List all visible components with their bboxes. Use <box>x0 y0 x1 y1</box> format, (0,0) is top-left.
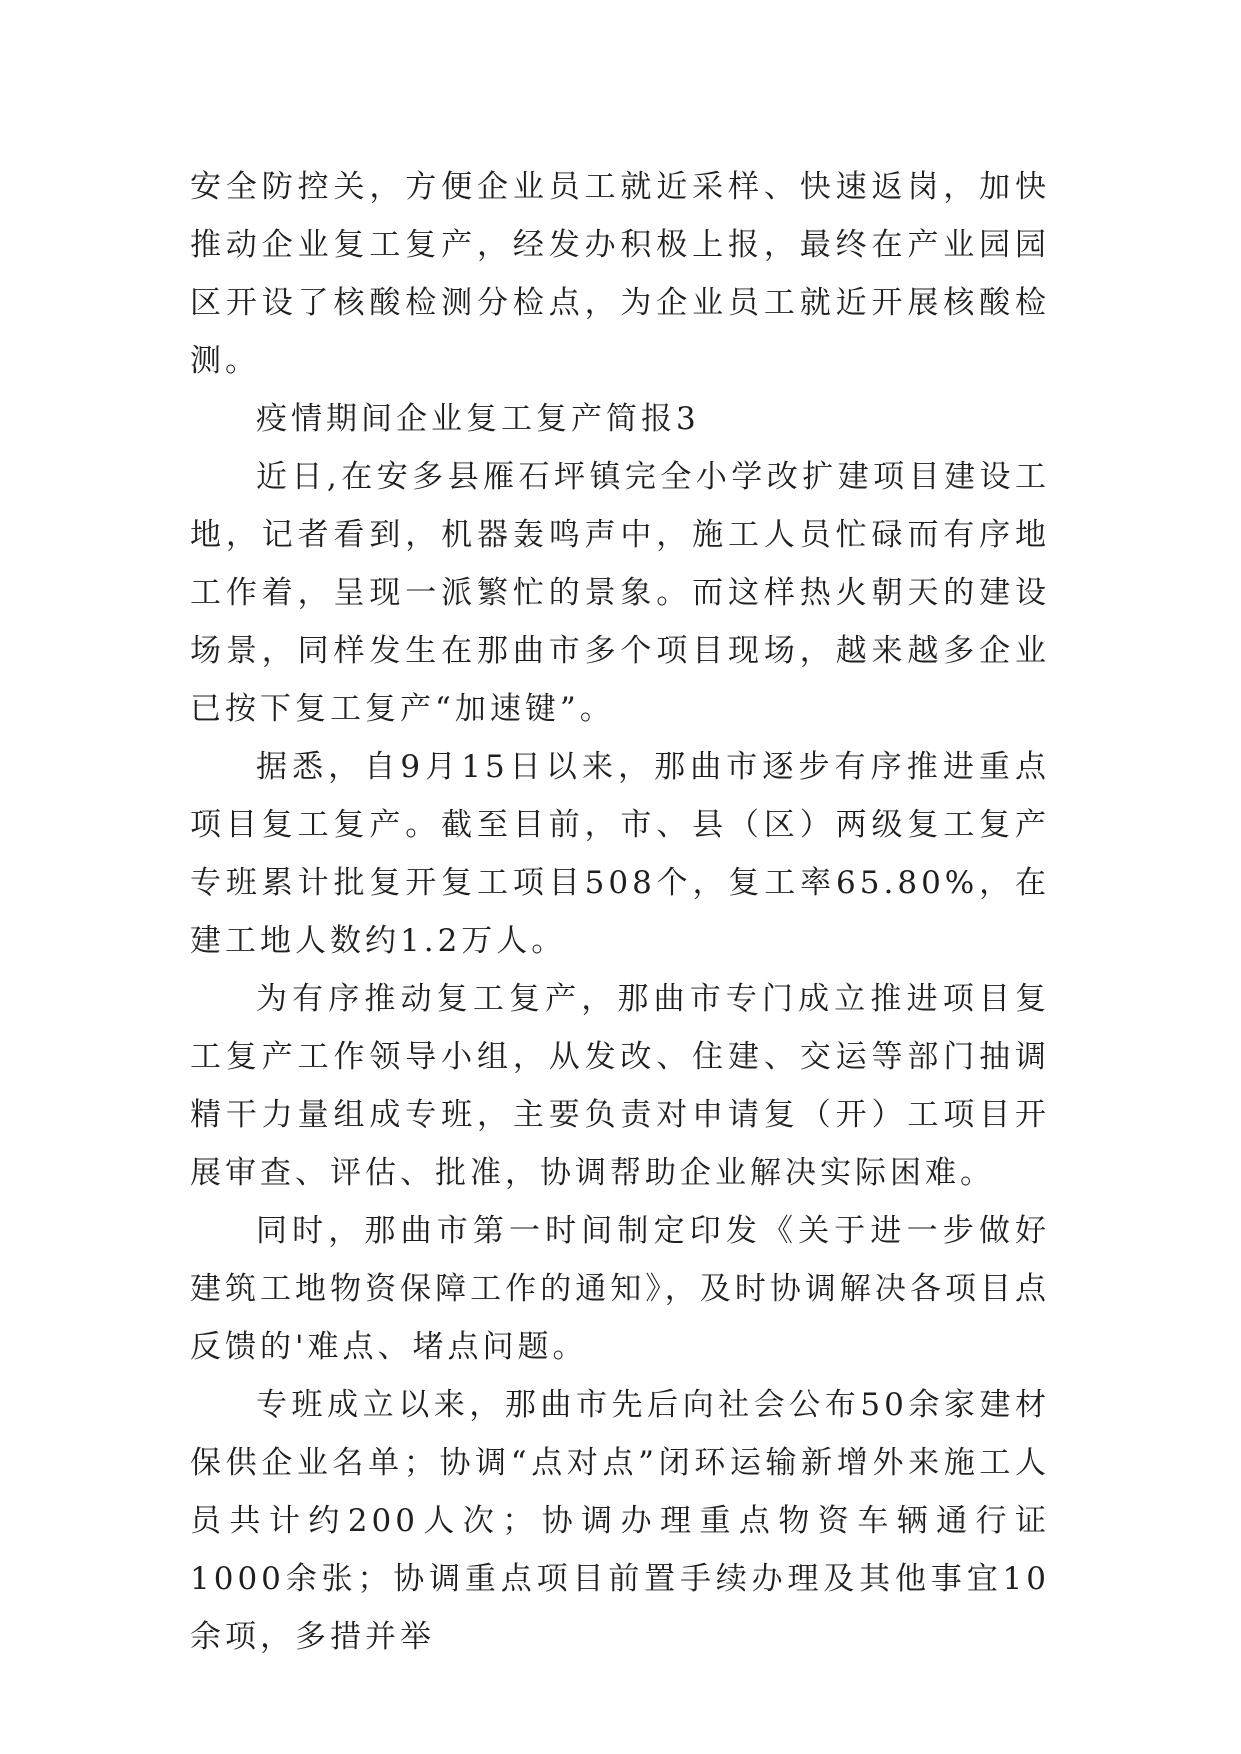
document-body <box>190 158 1050 1666</box>
paragraph-project-statistics: 据悉，自9月15日以来，那曲市逐步有序推进重点项目复工复产。截至目前，市、县（区）两级复工复产专班累计批复开复工项目508个，复工率65.80%，在建工地人数约1.2万人。 <box>190 749 1050 959</box>
paragraph-leadership-group: 为有序推动复工复产，那曲市专门成立推进项目复工复产工作领导小组，从发改、住建、交运等部门抽调精干力量组成专班，主要负责对申请复（开）工项目开展审查、评估、批准，协调帮助企业解决实际困难。 <box>190 981 1050 1191</box>
paragraph-measures: 专班成立以来，那曲市先后向社会公布50余家建材保供企业名单；协调“点对点”闭环运输新增外来施工人员共计约200人次；协调办理重点物资车辆通行证1000余张；协调重点项目前置手续办理及其他事宜10余项，多措并举 <box>190 1387 1050 1655</box>
paragraph-construction-site: 近日,在安多县雁石坪镇完全小学改扩建项目建设工地，记者看到，机器轰鸣声中，施工人员忙碌而有序地工作着，呈现一派繁忙的景象。而这样热火朝天的建设场景，同样发生在那曲市多个项目现场，越来越多企业已按下复工复产“加速键”。 <box>190 459 1050 727</box>
paragraph-continuation: 安全防控关，方便企业员工就近采样、快速返岗，加快推动企业复工复产，经发办积极上报，最终在产业园园区开设了核酸检测分检点，为企业员工就近开展核酸检测。 <box>190 169 1050 379</box>
paragraph-notice-issued: 同时，那曲市第一时间制定印发《关于进一步做好建筑工地物资保障工作的通知》，及时协调解决各项目点反馈的'难点、堵点问题。 <box>190 1213 1050 1365</box>
section-title: 疫情期间企业复工复产简报3 <box>256 401 700 437</box>
